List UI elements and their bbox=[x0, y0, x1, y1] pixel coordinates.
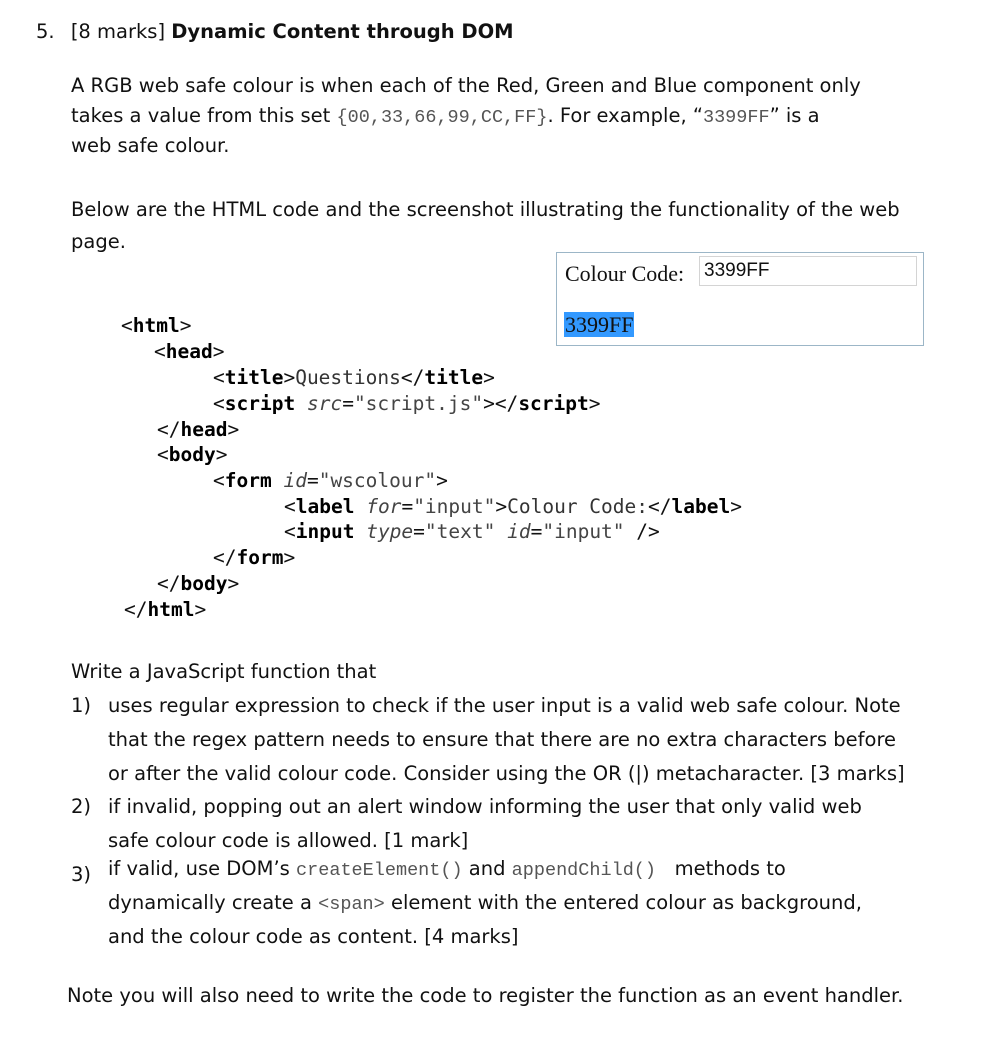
code-text: Questions bbox=[295, 366, 401, 389]
question-title: Dynamic Content through DOM bbox=[171, 20, 514, 43]
code-tag: script bbox=[518, 392, 589, 415]
code-attr: for bbox=[366, 495, 402, 518]
task-item-3-line-3: and the colour code as content. [4 marks] bbox=[108, 925, 519, 948]
task-item-1-line-1: uses regular expression to check if the user input is a valid web safe colour. Note bbox=[108, 694, 901, 717]
code-text: Colour Code: bbox=[507, 495, 649, 518]
code-line: <body> bbox=[157, 443, 228, 466]
intro-line-2 bbox=[71, 101, 820, 133]
code-attr: type bbox=[366, 520, 414, 543]
code-tag: html bbox=[132, 314, 180, 337]
code-tag: form bbox=[236, 546, 284, 569]
code-line: </body> bbox=[157, 572, 240, 595]
intro-text: . For example, “ bbox=[547, 104, 703, 127]
task-text: dynamically create a bbox=[108, 891, 319, 914]
code-value: "wscolour" bbox=[318, 469, 437, 492]
code-line: <form id="wscolour"> bbox=[213, 469, 448, 492]
code-line: <label for="input">Colour Code:</label> bbox=[284, 495, 742, 518]
code-attr: id bbox=[507, 520, 531, 543]
example-code: 3399FF bbox=[702, 107, 770, 128]
intro-line-3: web safe colour. bbox=[71, 134, 230, 157]
create-element-code: createElement() bbox=[296, 860, 463, 881]
below-line-1: Below are the HTML code and the screenshot illustrating the functionality of the web bbox=[71, 198, 900, 221]
websafe-set-code: {00,33,66,99,CC,FF} bbox=[336, 107, 548, 128]
demo-label: Colour Code: bbox=[565, 261, 685, 286]
question-marks: [8 marks] bbox=[70, 20, 166, 43]
code-value: "input" bbox=[542, 520, 625, 543]
task-item-number: 2) bbox=[71, 795, 92, 818]
intro-text: takes a value from this set bbox=[71, 104, 337, 127]
question-heading bbox=[36, 17, 514, 47]
task-item-2-line-1: if invalid, popping out an alert window informing the user that only valid web bbox=[108, 795, 862, 818]
task-item-number: 1) bbox=[71, 694, 92, 717]
code-tag: input bbox=[295, 520, 355, 543]
code-tag: head bbox=[180, 418, 228, 441]
code-value: "text" bbox=[424, 520, 496, 543]
code-value: "input" bbox=[413, 495, 496, 518]
task-text: if valid, use DOM’s bbox=[108, 857, 297, 880]
demo-colour-span: 3399FF bbox=[565, 312, 634, 337]
append-child-code: appendChild() bbox=[511, 860, 656, 881]
code-value: "script.js" bbox=[353, 392, 484, 415]
code-line: </head> bbox=[157, 418, 240, 441]
code-tag: html bbox=[147, 598, 195, 621]
code-tag: title bbox=[224, 366, 284, 389]
code-tag: title bbox=[424, 366, 484, 389]
code-attr: src bbox=[306, 392, 343, 415]
code-tag: head bbox=[165, 340, 213, 363]
below-line-2: page. bbox=[71, 230, 126, 253]
span-tag-code: <span> bbox=[318, 894, 385, 915]
code-tag: body bbox=[168, 443, 216, 466]
code-tag: form bbox=[224, 469, 272, 492]
task-item-1-line-2: that the regex pattern needs to ensure that there are no extra characters before bbox=[108, 728, 897, 751]
code-line: <head> bbox=[154, 340, 225, 363]
code-line: <title>Questions</title> bbox=[213, 366, 495, 389]
code-line: </html> bbox=[124, 598, 207, 621]
task-intro: Write a JavaScript function that bbox=[71, 660, 377, 683]
code-line: <input type="text" id="input" /> bbox=[284, 520, 660, 543]
code-line: <html> bbox=[121, 314, 192, 337]
closing-note: Note you will also need to write the code to register the function as an event handler. bbox=[67, 984, 904, 1007]
demo-colour-input[interactable]: 3399FF bbox=[699, 256, 917, 286]
intro-text: ” is a bbox=[769, 104, 820, 127]
task-text: and bbox=[462, 857, 512, 880]
task-text: element with the entered colour as background, bbox=[384, 891, 862, 914]
code-attr: id bbox=[283, 469, 307, 492]
demo-screenshot bbox=[556, 252, 924, 346]
task-item-2-line-2: safe colour code is allowed. [1 mark] bbox=[108, 829, 469, 852]
code-tag: body bbox=[180, 572, 228, 595]
question-number: 5. bbox=[36, 20, 55, 43]
task-item-1-line-3: or after the valid colour code. Consider using the OR (|) metacharacter. [3 marks] bbox=[108, 762, 905, 785]
code-tag: label bbox=[295, 495, 355, 518]
task-item-number: 3) bbox=[71, 863, 92, 886]
code-tag: script bbox=[224, 392, 296, 415]
intro-line-1: A RGB web safe colour is when each of the Red, Green and Blue component only bbox=[71, 74, 861, 97]
code-line: <script src="script.js"></script> bbox=[213, 392, 601, 415]
code-tag: label bbox=[671, 495, 731, 518]
task-text: methods to bbox=[656, 857, 786, 880]
task-item-3-line-2 bbox=[108, 888, 862, 920]
task-item-3-line-1 bbox=[108, 854, 786, 886]
code-line: </form> bbox=[213, 546, 296, 569]
